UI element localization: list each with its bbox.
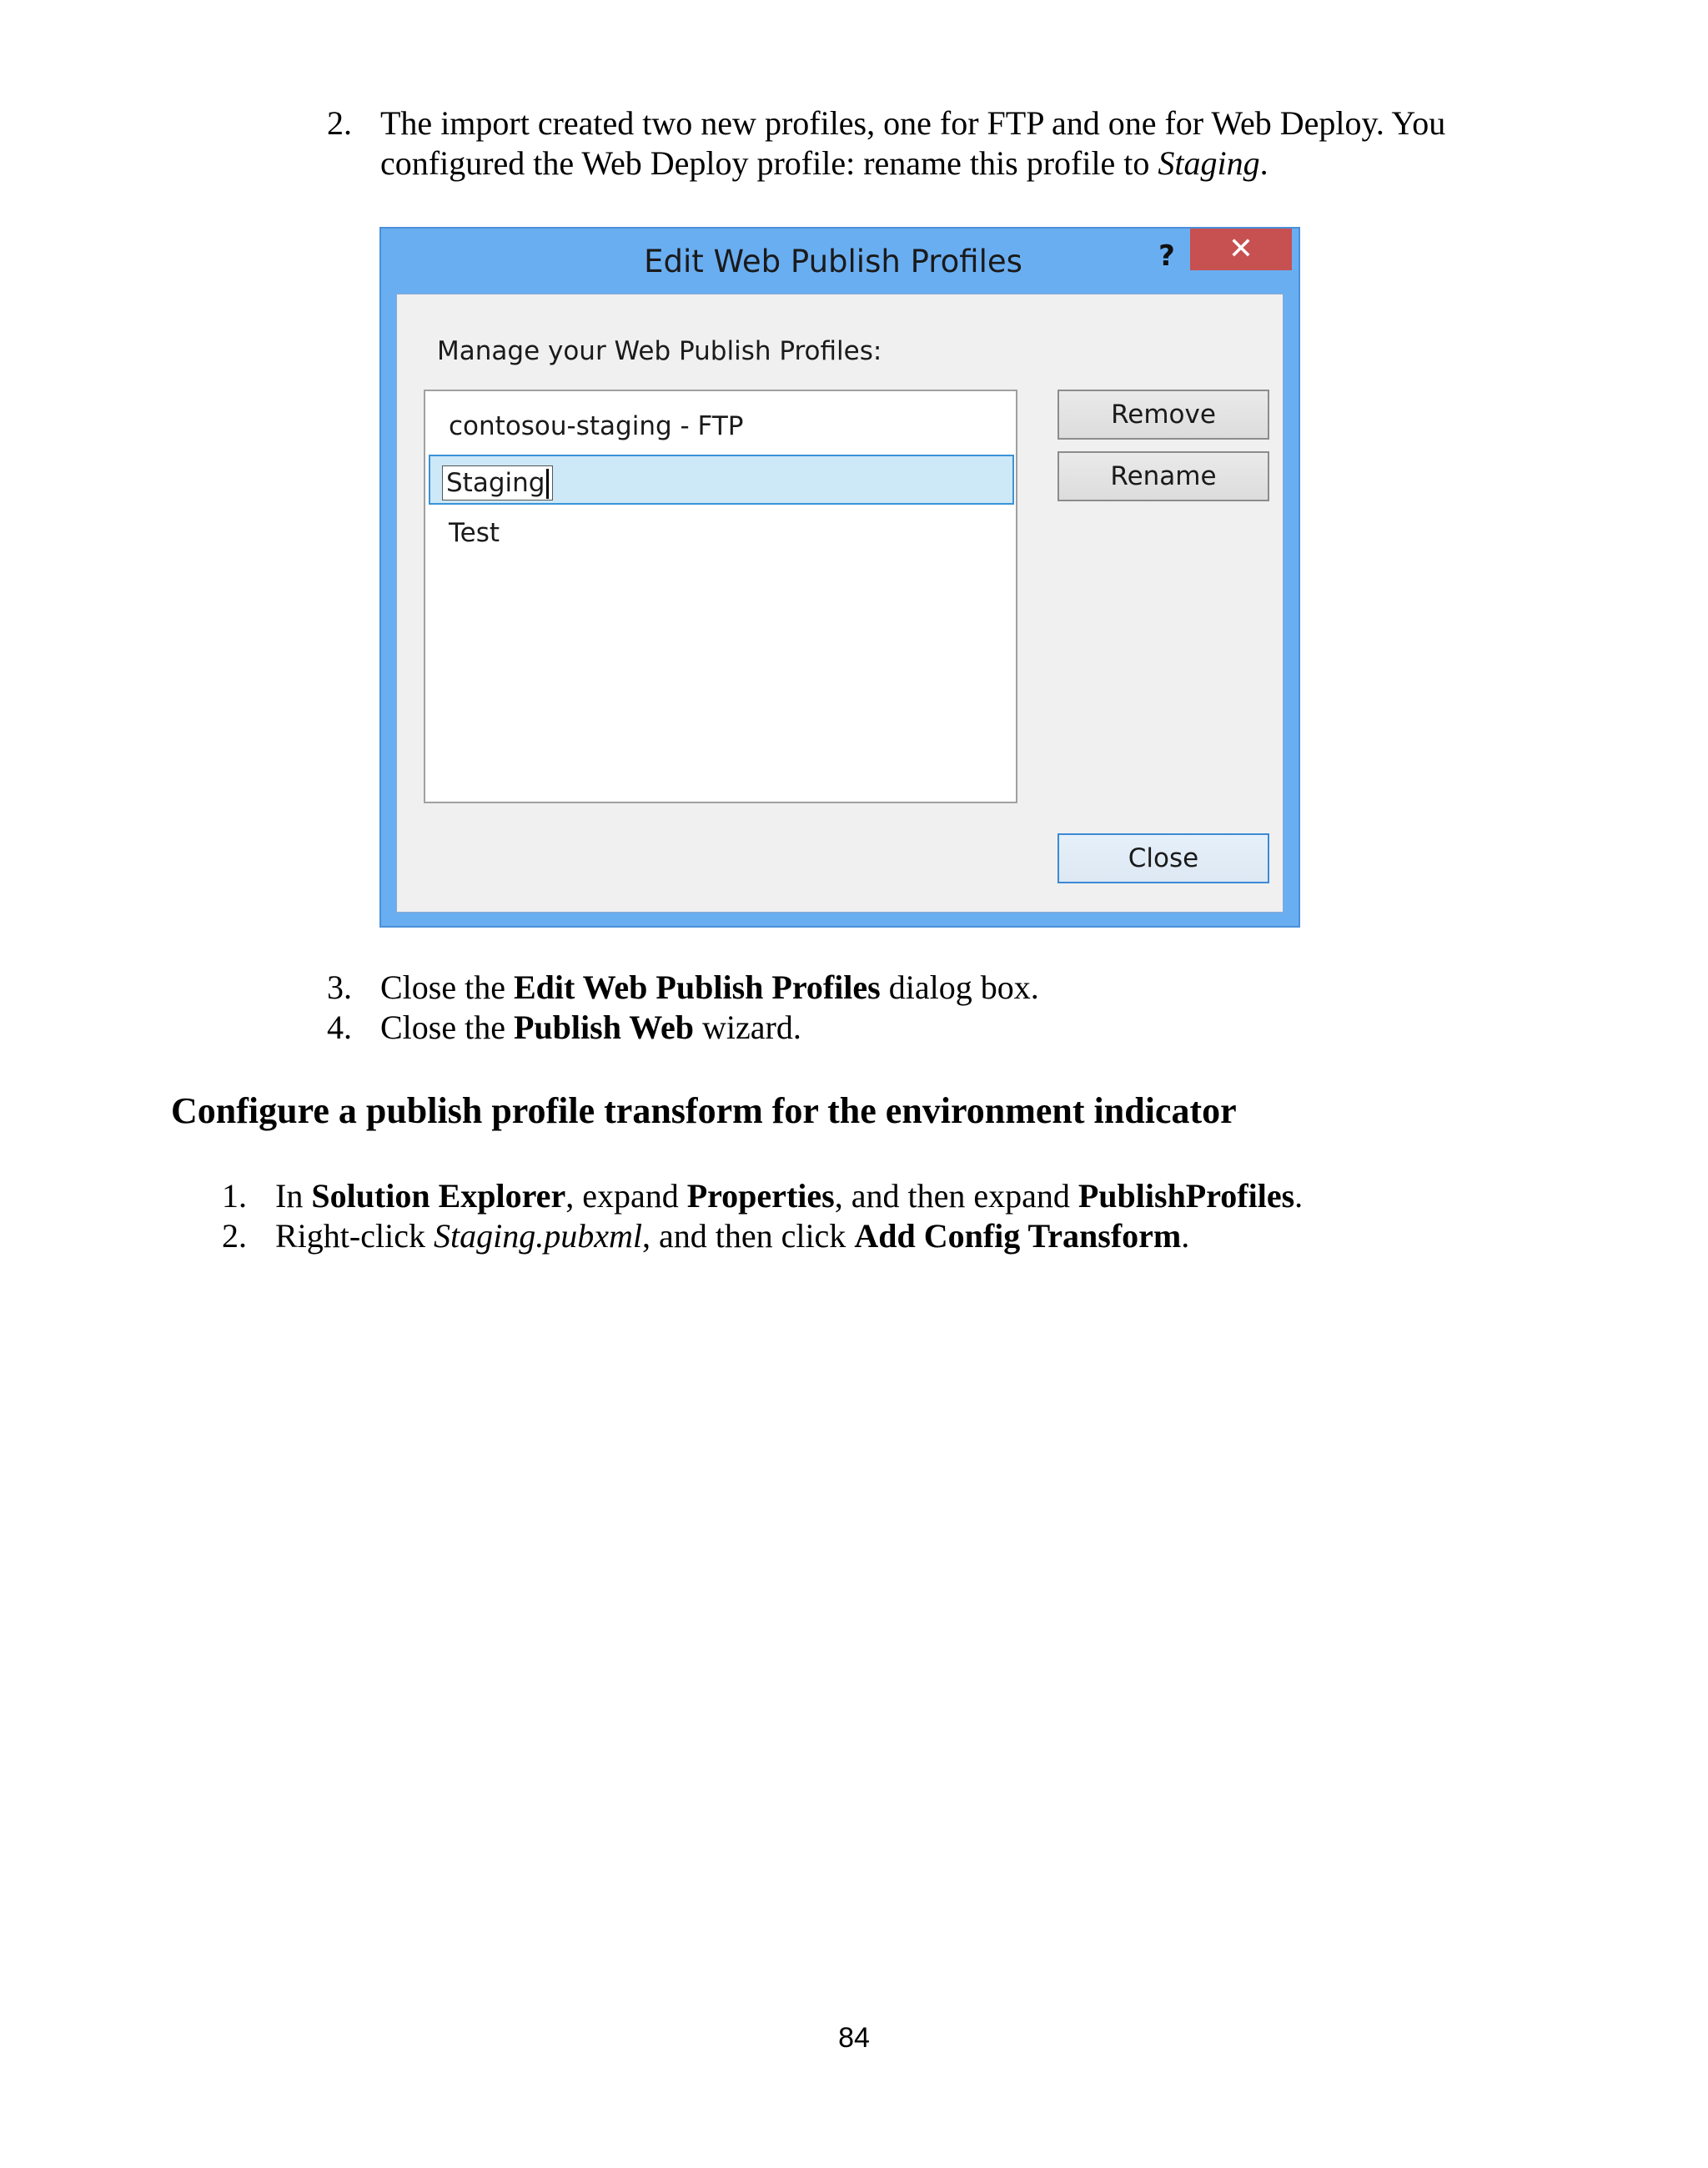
step-bold-term: PublishProfiles: [1078, 1177, 1295, 1215]
step-number: 3.: [327, 968, 352, 1006]
step-text-part: dialog box.: [880, 968, 1039, 1006]
step-line-1: The import created two new profiles, one for FTP and one for Web Deploy. You: [380, 104, 1446, 142]
step-text-part: Close the: [380, 1009, 514, 1046]
step-number: 4.: [327, 1009, 352, 1046]
staging-emphasis: Staging: [1158, 144, 1260, 182]
section-step-1: [222, 1176, 1473, 1216]
step-number: 2.: [222, 1217, 247, 1255]
step-text-part: , expand: [565, 1177, 687, 1215]
edit-web-publish-profiles-dialog: [379, 227, 1300, 928]
step-line-2-period: .: [1259, 144, 1268, 182]
remove-button[interactable]: Remove: [1057, 390, 1269, 440]
rename-edit-box[interactable]: [442, 465, 553, 501]
step-bold-term: Solution Explorer: [311, 1177, 566, 1215]
manage-profiles-label: Manage your Web Publish Profiles:: [437, 336, 882, 366]
text-caret: [546, 469, 549, 499]
step-bold-term: Properties: [686, 1177, 835, 1215]
step-bold-term: Publish Web: [513, 1009, 695, 1046]
step-2-rename: [327, 103, 1536, 187]
step-text-part: wizard.: [694, 1009, 801, 1046]
step-text-part: , and then click: [641, 1217, 855, 1255]
step-number: 2.: [327, 104, 352, 142]
step-number: 1.: [222, 1177, 247, 1215]
step-line-2-text: configured the Web Deploy profile: rename this profile to: [380, 144, 1158, 182]
step-text: [380, 103, 1445, 184]
step-text: [380, 968, 1039, 1008]
section-step-2: [222, 1216, 1473, 1256]
profiles-listbox[interactable]: [424, 390, 1017, 803]
step-text: [275, 1176, 1303, 1216]
step-text-part: , and then expand: [834, 1177, 1078, 1215]
step-3-close-dialog: [327, 968, 1411, 1008]
step-italic-term: Staging.pubxml: [433, 1217, 642, 1255]
rename-button[interactable]: Rename: [1057, 451, 1269, 501]
close-button[interactable]: Close: [1057, 833, 1269, 883]
step-text: [275, 1216, 1189, 1256]
step-bold-term: Edit Web Publish Profiles: [513, 968, 881, 1006]
step-text: [380, 1008, 801, 1048]
step-text-part: .: [1294, 1177, 1304, 1215]
list-item-staging-selected[interactable]: [429, 455, 1014, 505]
close-icon[interactable]: ✕: [1190, 229, 1292, 270]
help-icon[interactable]: ?: [1158, 239, 1175, 273]
step-bold-term: Add Config Transform: [854, 1217, 1182, 1255]
list-item-contosou-staging-ftp[interactable]: contosou-staging - FTP: [449, 411, 744, 441]
step-text-part: Right-click: [275, 1217, 434, 1255]
list-item-test[interactable]: Test: [449, 518, 500, 548]
step-text-part: .: [1181, 1217, 1190, 1255]
page-number: 84: [838, 2022, 870, 2054]
step-text-part: Close the: [380, 968, 514, 1006]
section-heading: Configure a publish profile transform for the environment indicator: [171, 1090, 1237, 1131]
dialog-client-area: [396, 294, 1284, 913]
step-line-2: [380, 143, 1445, 184]
step-text-part: In: [275, 1177, 312, 1215]
rename-edit-text: Staging: [446, 467, 545, 498]
dialog-title: Edit Web Publish Profiles: [644, 244, 1022, 279]
step-4-close-wizard: [327, 1008, 1411, 1048]
